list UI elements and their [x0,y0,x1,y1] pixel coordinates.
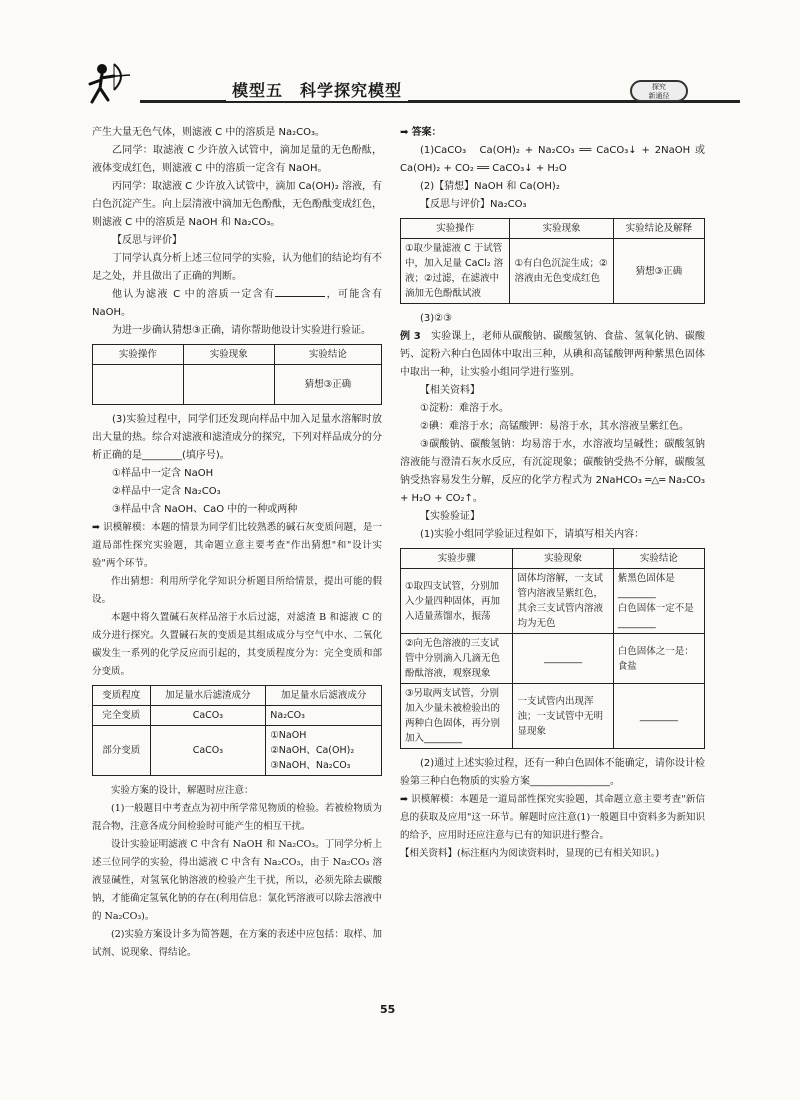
experiment-table [400,548,705,749]
note-paragraph: 实验方案的设计，解题时应注意： [111,785,254,796]
table-header: 加足量水后滤液成分 [266,686,382,706]
page-title: 模型五 科学探究模型 [226,78,408,101]
table-header: 实验现象 [510,219,613,239]
table-cell: 固体均溶解，一支试管内溶液呈紫红色，其余三支试管内溶液均为无色 [513,569,613,634]
example-label: 例 3 [400,331,421,342]
info-item: ②碘：难溶于水；高锰酸钾：易溶于水，其水溶液呈紫红色。 [420,421,689,432]
paragraph: 丙同学：取滤液 C 少许放入试管中，滴加 Ca(OH)₂ 溶液，有白色沉淀产生。向上层清液中滴加无色酚酞，无色酚酞变成红色，则滤液 C 中的溶质是 NaOH 和 Na₂CO₃。 [92,181,383,228]
option: ②样品中一定含 Na₂CO₃ [112,486,221,497]
table-cell-empty[interactable] [183,365,274,405]
question: (3)实验过程中，同学们还发现向样品中加入足量水溶解时放出大量的热。综合对滤液和滤渣成分的探究，下列对样品成分的分析正确的是________(填序号)。 [92,414,382,461]
table-header: 加足量水后滤渣成分 [150,686,266,706]
table-cell: 完全变质 [93,706,151,726]
note-paragraph: (1)一般题目中考查点为初中所学常见物质的检验。若被检物质为混合物，注意各成分间检验时可能产生的相互干扰。 [92,803,382,832]
option: ①样品中一定含 NaOH [112,468,214,479]
section-heading: 【反思与评价】 [112,235,182,246]
note-paragraph: 【相关资料】(标注框内为阅读资料时，显现的已有相关知识。) [400,848,660,859]
analysis-note [400,791,705,863]
deterioration-table [92,685,382,776]
table-header: 实验结论及解释 [613,219,704,239]
table-cell: CaCO₃ [150,726,266,776]
note-paragraph: (2)实验方案设计多为简答题，在方案的表述中应包括：取样、加试剂、说现象、得结论。 [92,929,382,958]
table-cell[interactable]: ________ [513,634,613,684]
answer-line: (2)【猜想】NaOH 和 Ca(OH)₂ [420,181,560,192]
page-number: 55 [380,1003,396,1016]
paragraph: 为进一步确认猜想③正确，请你帮助他设计实验进行验证。 [112,325,371,336]
table-header: 变质程度 [93,686,151,706]
table-cell: ①NaOH ②NaOH、Ca(OH)₂ ③NaOH、Na₂CO₃ [266,726,382,776]
question: (1)实验小组同学验证过程如下，请填写相关内容： [420,529,645,540]
option: ③样品中含 NaOH、CaO 中的一种或两种 [112,504,298,515]
paragraph: 乙同学：取滤液 C 少许放入试管中，滴加足量的无色酚酞，液体变成红色，则滤液 C 中的溶质一定含有 NaOH。 [92,145,382,174]
section-heading: 【实验验证】 [420,511,480,522]
table-cell: 一支试管内出现浑浊；一支试管中无明显现象 [513,684,613,749]
table-cell: ①取四支试管，分别加入少量四种固体，再加入适量蒸馏水，振荡 [401,569,513,634]
info-item: ①淀粉：难溶于水。 [420,403,509,414]
note-paragraph: 设计实验证明滤液 C 中含有 NaOH 和 Na₂CO₃。丁同学分析上述三位同学的实验，得出滤液 C 中含有 Na₂CO₃，由于 Na₂CO₃ 溶液显碱性，对氢氧化钠溶液的检验产生干扰，所以，必须先除去碳酸钠，才能确定氢氧化钠的存在(利用信息：氯化钙溶液可以除去溶液中的 Na₂CO₃)。 [92,839,382,922]
answer-line: (1)CaCO₃ Ca(OH)₂ + Na₂CO₃ ══ CaCO₃↓ + 2NaOH 或 Ca(OH)₂ + CO₂ ══ CaCO₃↓ + H₂O [400,145,705,174]
design-note [92,782,382,962]
right-column [400,124,705,863]
paragraph: 他认为滤液 C 中的溶质一定含有 ，可能含有 NaOH。 [92,286,382,322]
table-cell: CaCO₃ [150,706,266,726]
table-header: 实验现象 [183,345,274,365]
verification-table [92,344,382,405]
answer-blank[interactable] [275,286,325,297]
table-cell: 猜想③正确 [274,365,381,405]
table-cell: Na₂CO₃ [266,706,382,726]
table-cell: ②向无色溶液的三支试管中分别滴入几滴无色酚酞溶液，观察现象 [401,634,513,684]
paragraph: 产生大量无色气体，则滤液 C 中的溶质是 Na₂CO₃。 [92,127,325,138]
analysis-note [92,519,382,681]
section-heading: 【相关资料】 [420,385,480,396]
archer-logo-icon [84,60,134,106]
note-paragraph: 作出猜想：利用所学化学知识分析题目所给情景，提出可能的假设。 [92,576,382,605]
answer-line: 【反思与评价】Na₂CO₃ [420,199,527,210]
answer-heading: ➡ 答案： [400,127,442,138]
left-column [92,124,382,962]
table-header: 实验步骤 [401,549,513,569]
table-cell: ①取少量滤液 C 于试管中，加入足量 CaCl₂ 溶液；②过滤，在滤液中滴加无色酚酞试液 [401,239,510,304]
answer-table [400,218,705,304]
answer-line: (3)②③ [420,313,453,324]
table-cell: 猜想③正确 [613,239,704,304]
table-cell: ①有白色沉淀生成；②溶液由无色变成红色 [510,239,613,304]
info-item: ③碳酸钠、碳酸氢钠：均易溶于水，水溶液均呈碱性；碳酸氢钠溶液能与澄清石灰水反应，有沉淀现象；碳酸钠受热不分解，碳酸氢钠受热容易发生分解，反应的化学方程式为 2NaHCO₃ ═△═ Na₂CO₃ + H₂O + CO₂↑。 [400,439,705,504]
table-header: 实验结论 [613,549,704,569]
page-header [0,60,800,110]
question: (2)通过上述实验过程，还有一种白色固体不能确定，请你设计检验第三种白色物质的实验方案________________。 [400,758,705,787]
table-header: 实验现象 [513,549,613,569]
table-cell: 部分变质 [93,726,151,776]
note-paragraph: ➡ 识模解模：本题是一道局部性探究实验题，其命题立意主要考查"新信息的获取及应用"这一环节。解题时应注意(1)一般题目中资料多为新知识的给予，应用时还应注意与已有的知识进行整合。 [400,794,706,841]
paragraph: 丁同学认真分析上述三位同学的实验，认为他们的结论均有不足之处，并且做出了正确的判断。 [92,253,382,282]
table-cell[interactable]: ________ [613,684,704,749]
table-cell[interactable]: ③另取两支试管，分别加入少量未被检验出的两种白色固体，再分别加入________ [401,684,513,749]
note-paragraph: ➡ 识模解模：本题的情景为同学们比较熟悉的碱石灰变质问题，是一道局部性探究实验题，其命题立意主要考查"作出猜想"和"设计实验"两个环节。 [92,522,382,569]
table-cell[interactable]: 紫黑色固体是________ 白色固体一定不是________ [613,569,704,634]
table-header: 实验操作 [93,345,184,365]
table-cell-empty[interactable] [93,365,184,405]
note-paragraph: 本题中将久置碱石灰样品溶于水后过滤，对滤渣 B 和滤液 C 的成分进行探究。久置碱石灰的变质是其组成成分与空气中水、二氧化碳发生一系列的化学反应而引起的，其变质程度分为：完全变质和部分变质。 [92,612,382,677]
table-cell: 白色固体之一是：食盐 [613,634,704,684]
series-badge: 探究 新通径 [630,80,688,102]
example-question: 例 3 实验课上，老师从碳酸钠、碳酸氢钠、食盐、氢氧化钠、碳酸钙、淀粉六种白色固体中取出三种，从碘和高锰酸钾两种紫黑色固体中取出一种，让实验小组同学进行鉴别。 [400,331,706,378]
table-header: 实验结论 [274,345,381,365]
table-header: 实验操作 [401,219,510,239]
